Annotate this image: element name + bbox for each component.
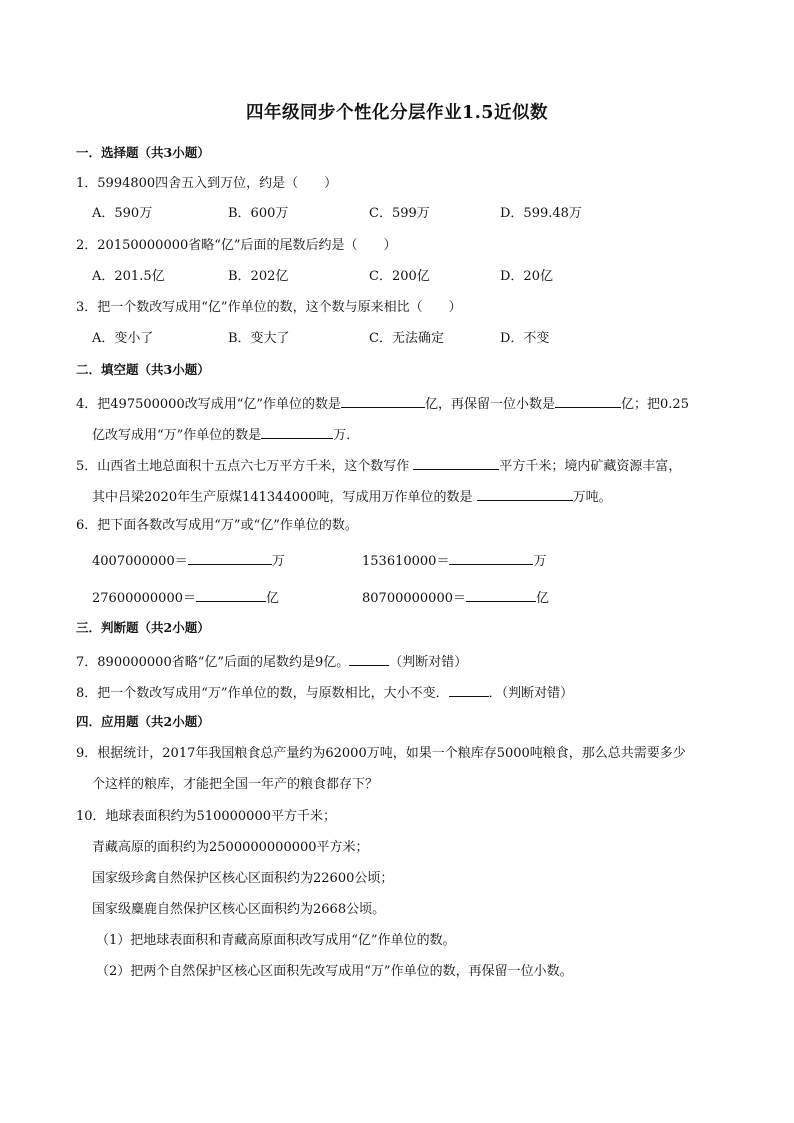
question-10-sub-1: （1）把地球表面积和青藏高原面积改写成用“亿”作单位的数。	[96, 933, 456, 948]
q2-option-b: B．202亿	[228, 269, 289, 284]
q6-item-1-unit: 万	[271, 554, 285, 569]
question-10-line-4: 国家级麋鹿自然保护区核心区面积约为2668公顷。	[92, 902, 386, 917]
q3-option-c: C．无法确定	[369, 331, 444, 346]
section-heading-choice: 一．选择题（共3小题）	[76, 145, 210, 160]
section-heading-fill: 二．填空题（共3小题）	[76, 362, 210, 377]
q1-option-c: C．599万	[369, 206, 430, 221]
section-heading-judge: 三．判断题（共2小题）	[76, 620, 210, 635]
question-7	[76, 651, 467, 672]
question-5-line-1	[76, 455, 681, 476]
q8-text: 8．把一个数改写成用“万”作单位的数，与原数相比，大小不变．	[76, 686, 449, 701]
q1-option-d: D．599.48万	[500, 206, 582, 221]
q7-blank[interactable]	[349, 651, 389, 666]
question-5-line-2	[92, 486, 612, 507]
q6-item-3-number: 27600000000＝	[92, 591, 196, 606]
q6-item-2-number: 153610000＝	[362, 554, 450, 569]
question-10-sub-2: （2）把两个自然保护区核心区面积先改写成用“万”作单位的数，再保留一位小数。	[96, 964, 573, 979]
q1-option-b: B．600万	[228, 206, 289, 221]
question-6-stem: 6．把下面各数改写成用“万”或“亿”作单位的数。	[76, 518, 358, 533]
q8-blank[interactable]	[449, 682, 489, 697]
page-title: 四年级同步个性化分层作业1.5近似数	[246, 103, 548, 123]
q5-blank-1[interactable]	[413, 455, 499, 470]
q6-item-4-number: 80700000000＝	[362, 591, 466, 606]
question-2-stem: 2．20150000000省略“亿”后面的尾数后约是（ ）	[76, 238, 397, 253]
q5-blank-2[interactable]	[477, 486, 573, 501]
question-10-line-1: 10．地球表面积约为510000000平方千米；	[76, 809, 336, 824]
q7-note: （判断对错）	[389, 655, 468, 670]
q8-note: ．（判断对错）	[488, 686, 574, 701]
q4-text-4: 亿改写成用“万”作单位的数是	[92, 428, 262, 443]
q4-blank-2[interactable]	[555, 393, 621, 408]
q4-blank-1[interactable]	[341, 393, 425, 408]
q2-option-d: D．20亿	[500, 269, 553, 284]
q6-item-3	[92, 587, 279, 608]
q6-item-3-blank[interactable]	[196, 587, 266, 602]
question-1-stem: 1．5994800四舍五入到万位，约是（ ）	[76, 176, 338, 191]
q3-option-d: D．不变	[500, 331, 550, 346]
q6-item-2	[362, 550, 546, 571]
q6-item-2-unit: 万	[533, 554, 547, 569]
q3-option-b: B．变大了	[228, 331, 290, 346]
q6-item-2-blank[interactable]	[449, 550, 533, 565]
q7-text: 7．890000000省略“亿”后面的尾数约是9亿。	[76, 655, 350, 670]
q5-text-4: 万吨。	[572, 490, 612, 505]
q2-option-c: C．200亿	[369, 269, 430, 284]
q5-text-1: 5．山西省土地总面积十五点六七万平方千米，这个数写作	[76, 459, 410, 474]
q4-text-2: 亿，再保留一位小数是	[425, 397, 556, 412]
q1-option-a: A．590万	[92, 206, 153, 221]
question-4-line-2	[92, 424, 359, 445]
question-10-line-2: 青藏高原的面积约为2500000000000平方米；	[92, 840, 369, 855]
section-heading-application: 四．应用题（共2小题）	[76, 714, 210, 729]
q6-item-1	[92, 550, 285, 571]
question-9-line-1: 9．根据统计，2017年我国粮食总产量约为62000万吨，如果一个粮库存5000吨粮食，那么总共需要多少	[76, 746, 686, 761]
question-4-line-1	[76, 393, 689, 414]
q6-item-4	[362, 587, 549, 608]
q5-text-2: 平方千米；境内矿藏资源丰富，	[499, 459, 682, 474]
q4-text-5: 万．	[333, 428, 360, 443]
q2-option-a: A．201.5亿	[92, 269, 165, 284]
q3-option-a: A．变小了	[92, 331, 154, 346]
question-3-stem: 3．把一个数改写成用“亿”作单位的数，这个数与原来相比（ ）	[76, 300, 462, 315]
q4-text-3: 亿；把0.25	[621, 397, 689, 412]
q6-item-3-unit: 亿	[265, 591, 279, 606]
q6-item-4-blank[interactable]	[466, 587, 536, 602]
q6-item-4-unit: 亿	[535, 591, 549, 606]
question-8	[76, 682, 573, 703]
q4-text-1: 4．把497500000改写成用“亿”作单位的数是	[76, 397, 342, 412]
q6-item-1-number: 4007000000＝	[92, 554, 188, 569]
question-9-line-2: 个这样的粮库，才能把全国一年产的粮食都存下？	[92, 777, 379, 792]
q5-text-3: 其中吕梁2020年生产原煤141344000吨，写成用万作单位的数是	[92, 490, 473, 505]
q6-item-1-blank[interactable]	[188, 550, 272, 565]
question-10-line-3: 国家级珍禽自然保护区核心区面积约为22600公顷；	[92, 871, 394, 886]
q4-blank-3[interactable]	[261, 424, 333, 439]
